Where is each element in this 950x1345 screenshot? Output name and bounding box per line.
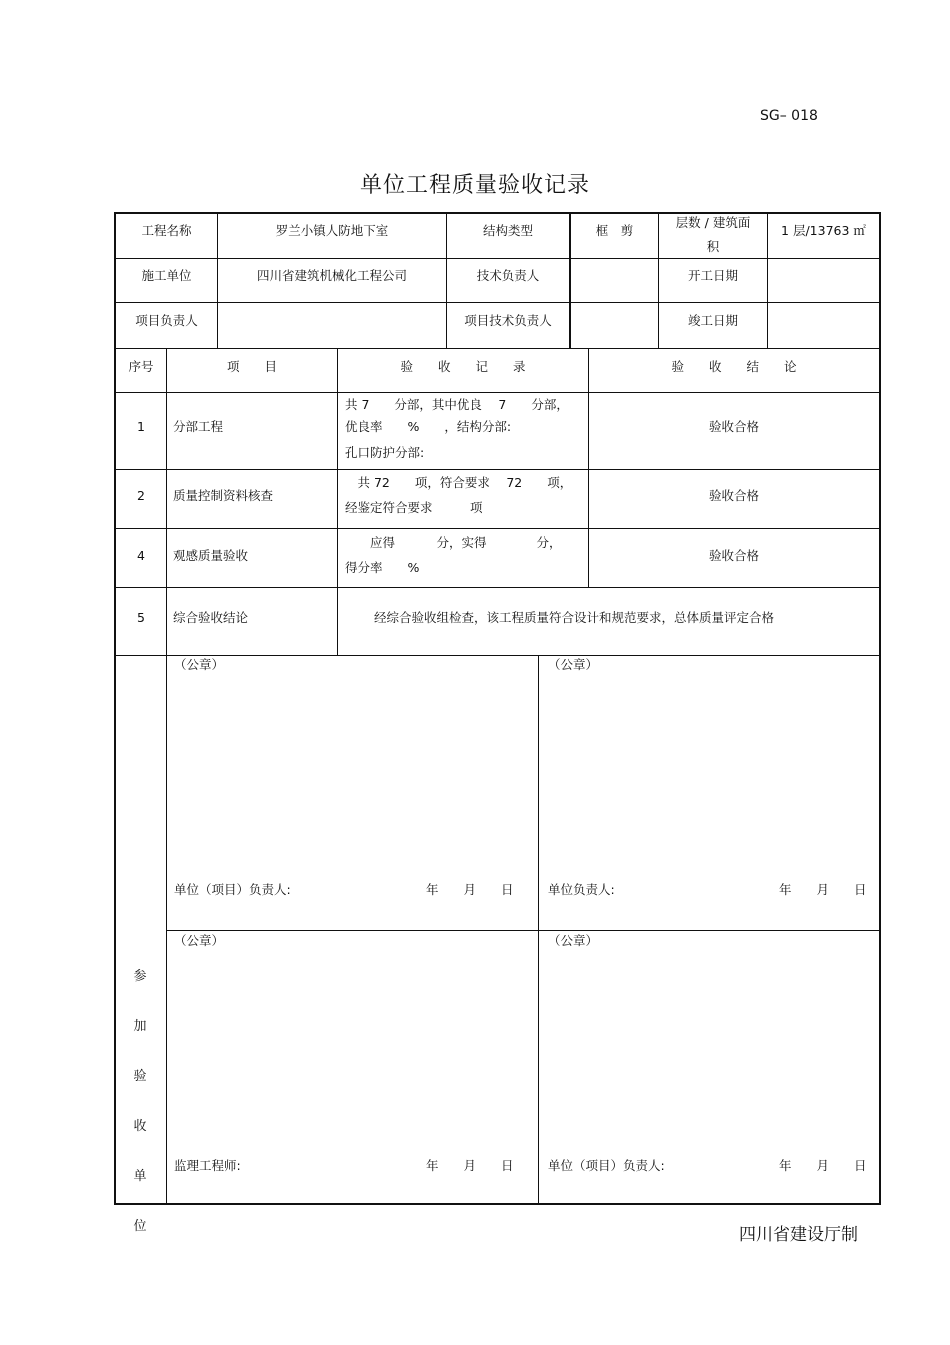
- signature-label: 单位（项目）负责人:: [174, 882, 291, 897]
- row-item: 观感质量验收: [173, 548, 249, 563]
- signature-label: 单位负责人:: [548, 882, 615, 897]
- row-item: 质量控制资料核查: [173, 488, 274, 503]
- column-header-record: 验 收 记 录: [400, 359, 526, 374]
- floors-area-value: 1 层/13763 ㎡: [781, 223, 866, 238]
- seal-placeholder: （公章）: [548, 657, 599, 672]
- issuer-footer: 四川省建设厅制: [739, 1225, 858, 1245]
- row-item: 分部工程: [173, 419, 224, 434]
- document-code: SG– 018: [760, 108, 818, 124]
- row-no: 5: [137, 610, 145, 625]
- signature-label: 单位（项目）负责人:: [548, 1158, 665, 1173]
- row-conclusion: 验收合格: [708, 419, 759, 434]
- project-tech-lead-label: 项目技术负责人: [464, 313, 552, 328]
- signature-date: 年 月 日: [779, 882, 867, 897]
- signature-label: 监理工程师:: [174, 1158, 241, 1173]
- row-record-line: 共 7 分部，其中优良 7 分部，: [345, 397, 569, 412]
- contractor-value: 四川省建筑机械化工程公司: [256, 268, 407, 283]
- column-header-item: 项 目: [226, 359, 277, 374]
- row-no: 2: [137, 488, 145, 503]
- structure-type-label: 结构类型: [482, 223, 533, 238]
- row-item: 综合验收结论: [173, 610, 249, 625]
- acceptance-form-table: [114, 212, 881, 1234]
- project-name-label: 工程名称: [141, 223, 192, 238]
- seal-placeholder: （公章）: [174, 657, 225, 672]
- seal-placeholder: （公章）: [548, 933, 599, 948]
- row-no: 1: [137, 419, 145, 434]
- page-title: 单位工程质量验收记录: [359, 173, 590, 198]
- signature-date: 年 月 日: [426, 882, 514, 897]
- row-conclusion: 验收合格: [708, 488, 759, 503]
- project-manager-label: 项目负责人: [135, 313, 198, 328]
- row-record-line: 孔口防护分部:: [345, 445, 425, 460]
- finish-date-label: 竣工日期: [687, 313, 738, 328]
- floors-area-label-line-2: 积: [706, 239, 720, 254]
- row-no: 4: [137, 548, 145, 563]
- signature-date: 年 月 日: [779, 1158, 867, 1173]
- project-name-value: 罗兰小镇人防地下室: [275, 223, 389, 238]
- row-conclusion: 验收合格: [708, 548, 759, 563]
- contractor-label: 施工单位: [141, 268, 192, 283]
- signature-date: 年 月 日: [426, 1158, 514, 1173]
- seal-placeholder: （公章）: [174, 933, 225, 948]
- row-record-line: 得分率 %: [345, 560, 420, 575]
- column-header-no: 序号: [128, 359, 154, 374]
- row-record-line: 优良率 % ，结构分部:: [345, 419, 512, 434]
- start-date-label: 开工日期: [687, 268, 738, 283]
- tech-lead-label: 技术负责人: [476, 268, 540, 283]
- column-header-conclusion: 验 收 结 论: [671, 359, 797, 374]
- floors-area-label-line-1: 层数 / 建筑面: [675, 215, 751, 230]
- row-record-line: 共 72 项，符合要求 72 项，: [345, 475, 573, 490]
- row-record-line: 应得 分，实得 分，: [345, 535, 562, 550]
- overall-conclusion-text: 经综合验收组检查，该工程质量符合设计和规范要求，总体质量评定合格: [374, 610, 775, 625]
- row-record-line: 经鉴定符合要求 项: [345, 500, 483, 515]
- structure-type-value: 框 剪: [595, 223, 634, 238]
- participants-side-label: 参 加 验 收 单 位: [133, 969, 147, 1234]
